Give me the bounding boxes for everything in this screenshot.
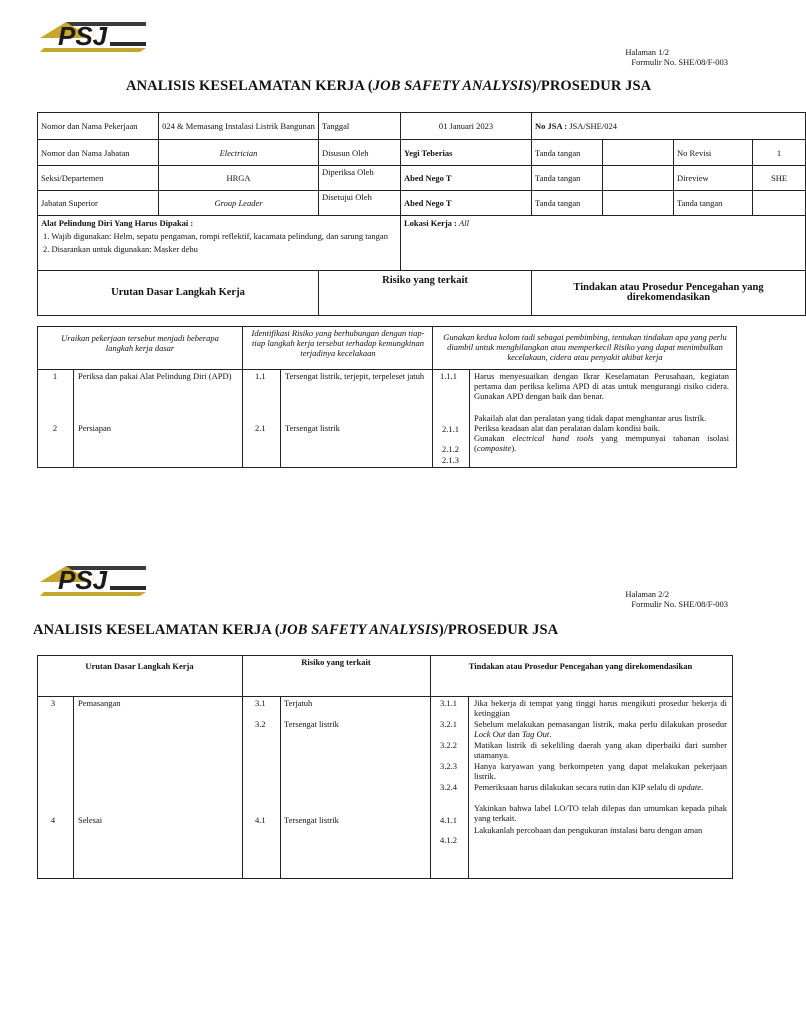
row2-risiko: Tersengat listrik: [285, 423, 340, 433]
header-tindakan: Tindakan atau Prosedur Pencegahan yang direkomendasikan: [532, 271, 806, 316]
action-411-text: Yakinkan bahwa label LO/TO telah dilepas dan umumkan kepada pihak yang terkait.: [474, 803, 727, 823]
action-212-text: Periksa keadaan alat dan peralatan dalam kondisi baik.: [474, 423, 660, 433]
header-risiko: Risiko yang terkait: [319, 271, 532, 316]
tanggal-label: Tanggal: [319, 113, 401, 140]
row3-no: 3: [50, 698, 56, 708]
signature-box-3: [603, 191, 674, 216]
formulir-2: Formulir No. SHE/08/F-003: [631, 599, 728, 609]
svg-text:PSJ: PSJ: [58, 21, 108, 51]
seksi-label: Seksi/Departemen: [38, 166, 159, 191]
svg-text:PSJ: PSJ: [58, 565, 108, 595]
action-412-no: 4.1.2: [440, 835, 457, 845]
tanda-tangan-label: Tanda tangan: [674, 191, 753, 216]
action-111-text: Harus menyesuaikan dengan Ikrar Keselamatan Perusahaan, kegiatan pertama dan periksa kelima APD di atas untuk mengurangi risiko cidera. Gunakan APD dengan baik dan benar.: [474, 371, 729, 401]
row2-langkah: Persiapan: [78, 423, 112, 433]
row1-rno: 1.1: [255, 371, 266, 381]
direview-label: Direview: [674, 166, 753, 191]
action-324-text: Pemeriksaan harus dilakukan secara rutin dan KIP selalu di update.: [474, 782, 704, 792]
company-logo: [36, 18, 148, 52]
action-211-no: 2.1.1: [442, 424, 459, 434]
action-213-no: 2.1.3: [442, 455, 459, 465]
nomor-pekerjaan-label: Nomor dan Nama Pekerjaan: [38, 113, 159, 140]
tanggal-value: 01 Januari 2023: [401, 113, 532, 140]
disusun-value: Yegi Teberias: [401, 140, 532, 166]
disetujui-label: Disetujui Oleh: [319, 191, 401, 216]
atasan-label: Jabatan Superior: [38, 191, 159, 216]
guide-risiko: Identifikasi Risiko yang berhubungan dengan tiap-tiap langkah kerja tersebut terhadap kemungkinan terjadinya kecelakaan: [251, 328, 425, 358]
action-323-no: 3.2.3: [440, 761, 457, 771]
disetujui-value: Abed Nego T: [401, 191, 532, 216]
apd-title: Alat Pelindung Diri Yang Harus Dipakai :: [41, 218, 194, 228]
no-jsa: No JSA : JSA/SHE/024: [532, 113, 806, 140]
guide-urutan: Uraikan pekerjaan tersebut menjadi beberapa langkah kerja dasar: [61, 333, 219, 353]
atasan-value: Group Leader: [159, 191, 319, 216]
nomor-pekerjaan-value: 024 & Memasang Instalasi Listrik Bangunan: [159, 113, 319, 140]
row4-no: 4: [50, 815, 56, 825]
page-info-2: [560, 589, 728, 609]
action-211-text: Pakailah alat dan peralatan yang tidak dapat menghantar arus listrik.: [474, 413, 707, 423]
row2-no: 2: [52, 423, 58, 433]
row3-r2: Tersengat listrik: [284, 719, 339, 729]
action-322-no: 3.2.2: [440, 740, 457, 750]
action-323-text: Hanya karyawan yang berkompeten yang dapat melakukan pekerjaan listrik.: [474, 761, 727, 781]
action-212-no: 2.1.2: [442, 444, 459, 454]
row3-langkah: Pemasangan: [78, 698, 121, 708]
apd-item-2: 2. Disarankan untuk digunakan: Masker debu: [43, 244, 198, 254]
header-tindakan-2: Tindakan atau Prosedur Pencegahan yang direkomendasikan: [468, 661, 693, 671]
tanda-tangan-3: Tanda tangan: [532, 191, 603, 216]
signature-box-1: [603, 140, 674, 166]
action-324-no: 3.2.4: [440, 782, 457, 792]
diperiksa-label: Diperiksa Oleh: [319, 166, 401, 191]
apd-item-1: 1. Wajib digunakan: Helm, sepatu pengaman, rompi reflektif, kacamata pelindung, dan sarung tangan: [43, 231, 388, 241]
row4-langkah: Selesai: [78, 815, 103, 825]
diperiksa-value: Abed Nego T: [401, 166, 532, 191]
no-revisi-value: 1: [753, 140, 806, 166]
action-311-no: 3.1.1: [440, 698, 457, 708]
info-table: [37, 112, 806, 316]
row4-r1: Tersengat listrik: [284, 815, 339, 825]
header-urutan-2: Urutan Dasar Langkah Kerja: [85, 661, 194, 671]
action-311-text: Jika bekerja di tempat yang tinggi harus mengikuti prosedur bekerja di ketinggian: [474, 698, 727, 718]
action-412-text: Lakukanlah percobaan dan pengukuran instalasi baru dengan aman: [474, 825, 703, 835]
header-risiko-2: Risiko yang terkait: [301, 657, 371, 667]
signature-box-4: [753, 191, 806, 216]
direview-value: SHE: [753, 166, 806, 191]
row1-risiko: Tersengat listrik, terjepit, terpeleset jatuh: [285, 371, 425, 381]
row3-r1no: 3.1: [255, 698, 266, 708]
action-322-text: Matikan listrik di sekeliling daerah yang akan diperbaiki dari sumber utamanya.: [474, 740, 727, 760]
no-revisi-label: No Revisi: [674, 140, 753, 166]
lokasi-section: Lokasi Kerja : All: [401, 216, 806, 271]
page-title-2: ANALISIS KESELAMATAN KERJA (JOB SAFETY ANALYSIS)/PROSEDUR JSA: [33, 622, 559, 638]
tanda-tangan-1: Tanda tangan: [532, 140, 603, 166]
page-info: [560, 47, 728, 67]
tanda-tangan-2: Tanda tangan: [532, 166, 603, 191]
row2-rno: 2.1: [255, 423, 266, 433]
page-title: ANALISIS KESELAMATAN KERJA (JOB SAFETY ANALYSIS)/PROSEDUR JSA: [126, 78, 652, 94]
formulir: Formulir No. SHE/08/F-003: [631, 57, 728, 67]
disusun-label: Disusun Oleh: [319, 140, 401, 166]
seksi-value: HRGA: [159, 166, 319, 191]
action-411-no: 4.1.1: [440, 815, 457, 825]
guide-tindakan: Gunakan kedua kolom tadi sebagai pembimbing, tentukan tindakan apa yang perlu diambil untuk menghilangkan atau memperkecil Risiko yang dapat menimbulkan kecelakaan, cidera atau penyakit akibat kerja: [443, 332, 727, 362]
action-111-no: 1.1.1: [440, 371, 457, 381]
halaman: Halaman 1/2: [625, 47, 669, 57]
action-321-text: Sebelum melakukan pemasangan listrik, maka perlu dilakukan prosedur Lock Out dan Tag Out.: [474, 719, 727, 739]
row3-r1: Terjatuh: [284, 698, 313, 708]
row4-r1no: 4.1: [255, 815, 266, 825]
action-213-text: Gunakan electrical hand tools yang mempunyai tahanan isolasi (composite).: [474, 433, 729, 453]
row1-langkah: Periksa dan pakai Alat Pelindung Diri (APD): [78, 371, 232, 381]
action-321-no: 3.2.1: [440, 719, 457, 729]
row3-r2no: 3.2: [255, 719, 266, 729]
company-logo-2: [36, 562, 148, 596]
signature-box-2: [603, 166, 674, 191]
row1-no: 1: [52, 371, 58, 381]
header-urutan: Urutan Dasar Langkah Kerja: [38, 271, 319, 316]
halaman-2: Halaman 2/2: [625, 589, 669, 599]
jabatan-value: Electrician: [159, 140, 319, 166]
apd-section: [38, 216, 401, 271]
jabatan-label: Nomor dan Nama Jabatan: [38, 140, 159, 166]
